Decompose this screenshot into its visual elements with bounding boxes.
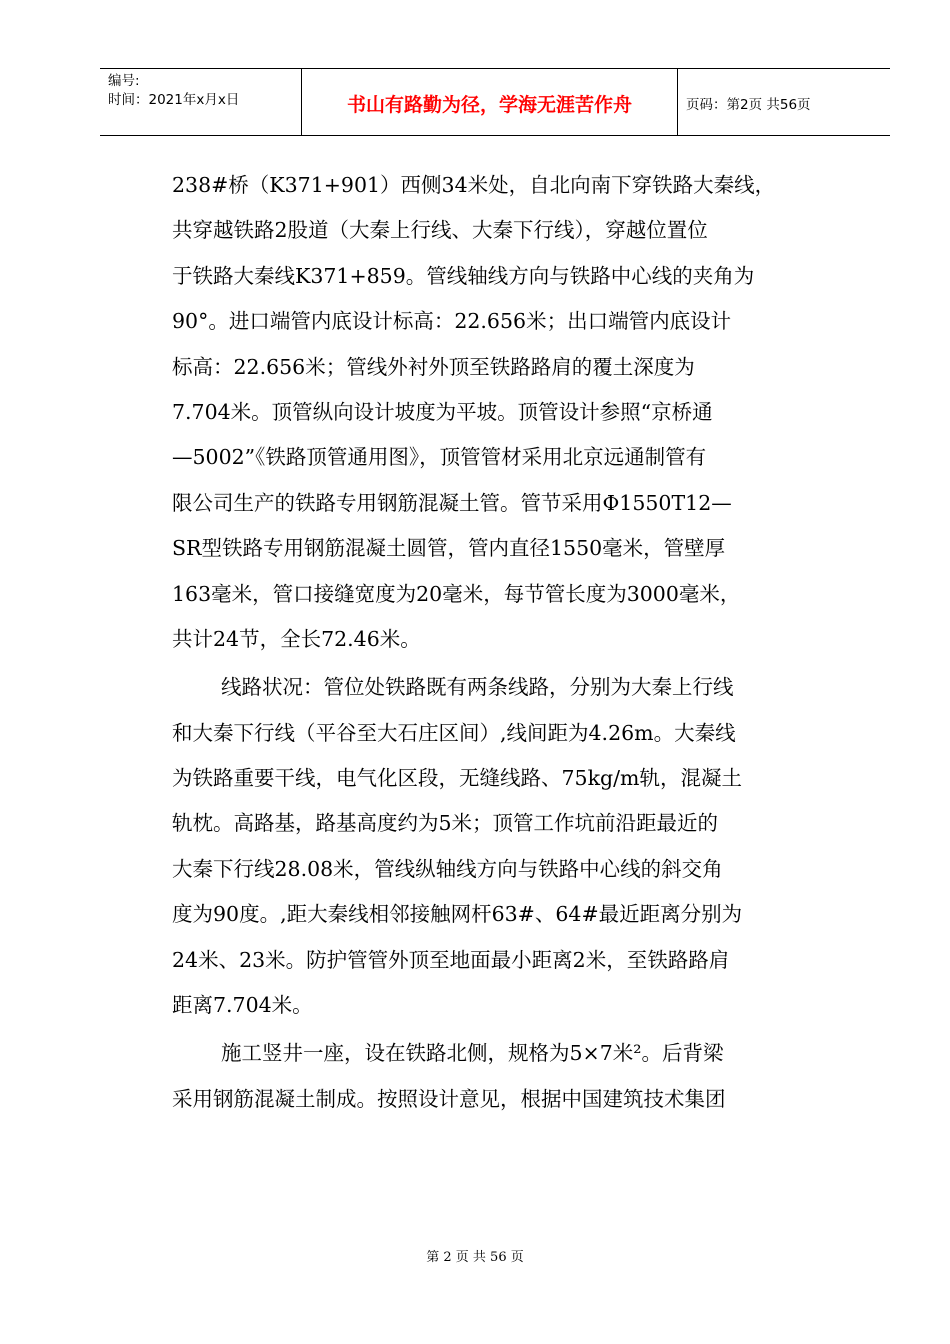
- text-line: 163毫米，管口接缝宽度为20毫米，每节管长度为3000毫米，: [172, 581, 741, 606]
- text-line: 7.704米。顶管纵向设计坡度为平坡。顶管设计参照“京桥通: [172, 399, 713, 424]
- text-line: —5002”《铁路顶管通用图》，顶管管材采用北京远通制管有: [172, 445, 707, 470]
- text-line: 于铁路大秦线K371+859。管线轴线方向与铁路中心线的夹角为: [172, 263, 755, 288]
- text-line: 施工竖井一座，设在铁路北侧，规格为5×7米²。后背梁: [221, 1041, 724, 1066]
- header-page-info: 页码：第2页 共56页: [686, 97, 811, 113]
- text-line: 238#桥（K371+901）西侧34米处，自北向南下穿铁路大秦线，: [172, 173, 776, 197]
- text-line: 大秦下行线28.08米，管线纵轴线方向与铁路中心线的斜交角: [172, 856, 723, 881]
- header-meta: [100, 69, 302, 135]
- document-body: [172, 163, 844, 1122]
- paragraph-project-overview: [172, 163, 844, 662]
- text-line: 度为90度。,距大秦线相邻接触网杆63#、64#最近距离分别为: [172, 902, 743, 927]
- text-line: 轨枕。高路基，路基高度约为5米；顶管工作坑前沿距最近的: [172, 811, 719, 836]
- text-line: 和大秦下行线（平谷至大石庄区间）,线间距为4.26m。大秦线: [172, 720, 736, 745]
- text-line: SR型铁路专用钢筋混凝土圆管，管内直径1550毫米，管壁厚: [172, 536, 726, 561]
- text-line: 共计24节，全长72.46米。: [172, 626, 421, 651]
- text-line: 标高：22.656米；管线外衬外顶至铁路路肩的覆土深度为: [172, 354, 695, 379]
- page-footer: 第 2 页 共 56 页: [426, 1250, 524, 1265]
- document-number-label: 编号:: [108, 73, 140, 89]
- header-motto: 书山有路勤为径，学海无涯苦作舟: [302, 69, 678, 135]
- text-line: 90°。进口端管内底设计标高：22.656米；出口端管内底设计: [172, 309, 732, 334]
- text-line: 共穿越铁路2股道（大秦上行线、大秦下行线），穿越位置位: [172, 218, 708, 243]
- paragraph-shaft-construction: [172, 1031, 844, 1122]
- document-time-label: 时间：2021年x月x日: [108, 92, 240, 108]
- text-line: 距离7.704米。: [172, 993, 313, 1018]
- text-line: 24米、23米。防护管管外顶至地面最小距离2米，至铁路路肩: [172, 947, 730, 972]
- text-line: 限公司生产的铁路专用钢筋混凝土管。管节采用Φ1550T12—: [172, 490, 732, 515]
- page-header: [100, 68, 890, 136]
- text-line: 采用钢筋混凝土制成。按照设计意见，根据中国建筑技术集团: [172, 1086, 726, 1111]
- paragraph-line-conditions: [172, 665, 844, 1028]
- text-line: 线路状况：管位处铁路既有两条线路，分别为大秦上行线: [221, 675, 734, 700]
- text-line: 为铁路重要干线，电气化区段，无缝线路、75kg/m轨，混凝土: [172, 766, 742, 791]
